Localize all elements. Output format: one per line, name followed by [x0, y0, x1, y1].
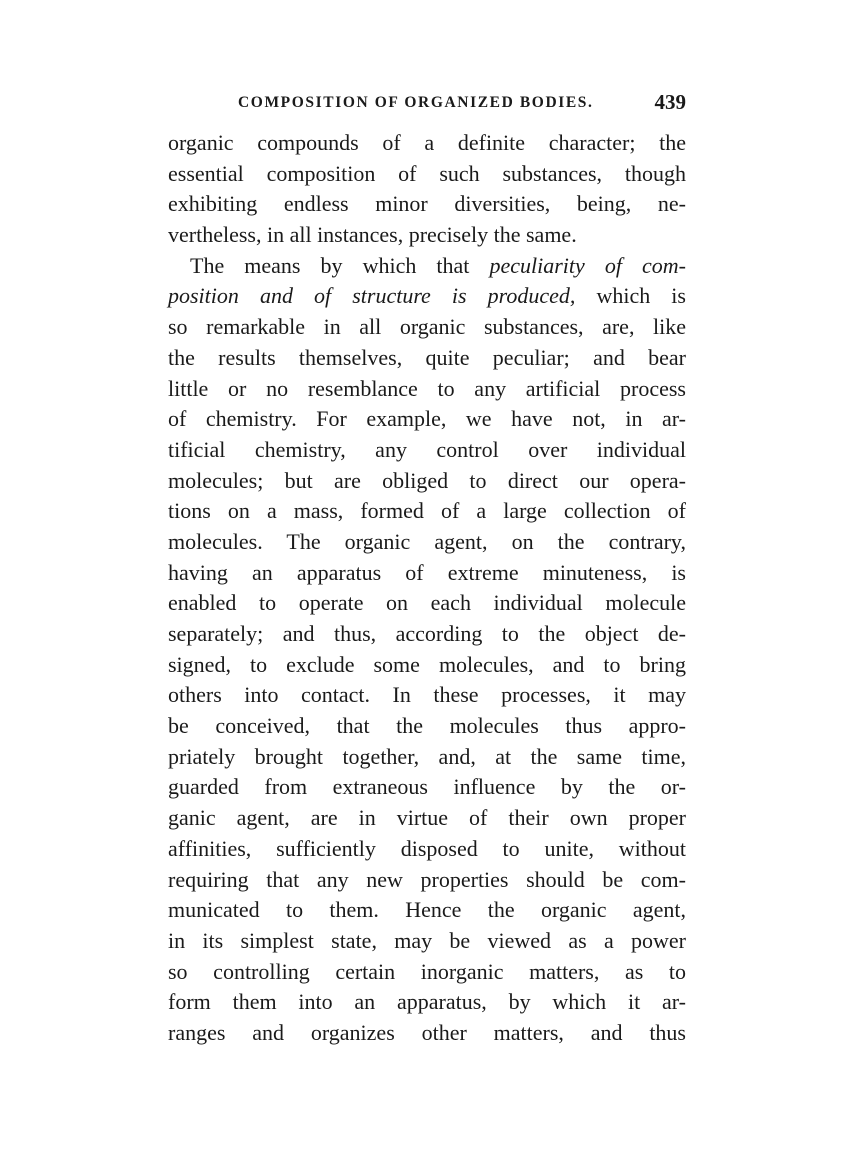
text-line: be conceived, that the molecules thus appro-: [168, 713, 686, 739]
text-line: priately brought together, and, at the same time,: [168, 743, 686, 769]
text-line: enabled to operate on each individual molecule: [168, 590, 686, 616]
text-line: of chemistry. For example, we have not, in ar-: [168, 406, 686, 432]
text-line: guarded from extraneous influence by the or-: [168, 774, 686, 800]
text-line: the results themselves, quite peculiar; and bear: [168, 344, 686, 370]
body-text: [168, 128, 686, 1049]
text-line: others into contact. In these processes, it may: [168, 682, 686, 708]
text-line: [168, 251, 686, 282]
text-line: separately; and thus, according to the object de-: [168, 621, 686, 646]
text-line: signed, to exclude some molecules, and to bring: [168, 651, 686, 677]
text-line: ganic agent, are in virtue of their own proper: [168, 805, 686, 831]
page-number: 439: [654, 90, 686, 114]
text-line: molecules; but are obliged to direct our opera-: [168, 467, 686, 493]
text-line: little or no resemblance to any artificial process: [168, 375, 686, 401]
italic-phrase: peculiarity of com-: [489, 252, 686, 278]
text-line: vertheless, in all instances, precisely the same.: [168, 222, 577, 248]
text-line: organic compounds of a definite character; the: [168, 130, 686, 155]
running-head: [168, 90, 686, 118]
text-line: affinities, sufficiently disposed to unite, without: [168, 835, 686, 861]
text-line: molecules. The organic agent, on the contrary,: [168, 528, 686, 554]
text-line: having an apparatus of extreme minuteness, is: [168, 559, 686, 585]
text-line: form them into an apparatus, by which it ar-: [168, 989, 686, 1015]
paragraph-1: [168, 128, 686, 251]
text-line: requiring that any new properties should be com-: [168, 866, 686, 892]
text-line: ranges and organizes other matters, and thus: [168, 1019, 686, 1045]
text-line: exhibiting endless minor diversities, being, ne-: [168, 191, 686, 217]
text-line: in its simplest state, may be viewed as a power: [168, 927, 686, 953]
text-line: tificial chemistry, any control over individual: [168, 436, 686, 462]
text-line: essential composition of such substances, though: [168, 160, 686, 186]
text-line: tions on a mass, formed of a large collection of: [168, 498, 686, 524]
text-run: which is: [575, 283, 686, 309]
paragraph-2: [168, 251, 686, 1049]
text-line: municated to them. Hence the organic agent,: [168, 897, 686, 923]
italic-phrase: position and of structure is produced,: [168, 283, 576, 309]
text-line: so remarkable in all organic substances, are, like: [168, 314, 686, 340]
text-line: so controlling certain inorganic matters, as to: [168, 958, 686, 984]
text-run: The means by which that: [190, 252, 490, 278]
running-title: COMPOSITION OF ORGANIZED BODIES.: [238, 94, 594, 111]
text-line: [168, 281, 686, 312]
